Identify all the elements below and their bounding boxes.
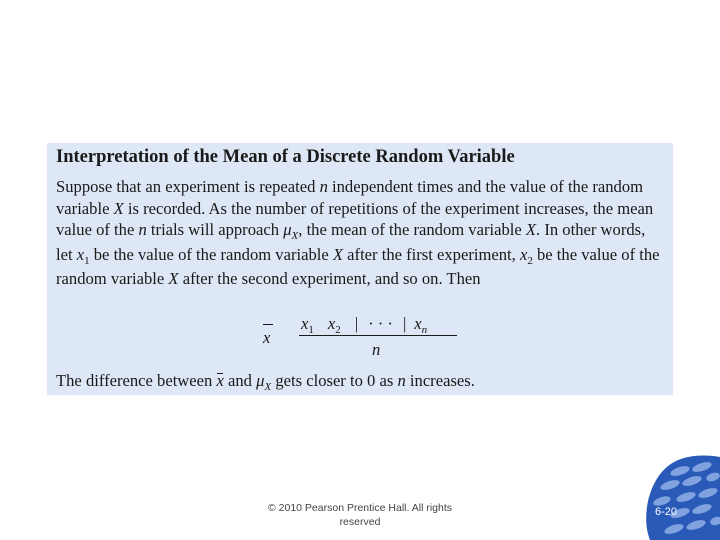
- formula-denominator: n: [372, 340, 381, 359]
- var-n: n: [319, 177, 328, 196]
- var-xbar: x: [216, 371, 224, 390]
- text-run: , the mean of the random variable: [298, 220, 526, 239]
- text-run: trials will approach: [146, 220, 284, 239]
- text-run: after the second experiment, and so on. Then: [178, 269, 481, 288]
- var-x-subscript: 2: [527, 254, 533, 267]
- var-x: x: [519, 244, 528, 264]
- conclusion-text: The difference between x and $\mu_X$ gets closer to 0 as n increases.: [56, 371, 475, 393]
- text-run: be the value of the random variable: [56, 244, 660, 288]
- text-run: independent times and the value of the random variable: [56, 177, 644, 218]
- var-X: X: [168, 269, 179, 288]
- text-run: after the first experiment,: [343, 244, 520, 264]
- var-X: X: [525, 220, 537, 239]
- var-mu: μ: [283, 220, 292, 239]
- box-title: Interpretation of the Mean of a Discrete Random Variable: [56, 147, 515, 167]
- var-X: X: [113, 198, 124, 218]
- var-x-subscript: 1: [84, 254, 90, 267]
- text-run: be the value of the random variable: [89, 244, 333, 264]
- copyright-footer: © 2010 Pearson Prentice Hall. All rights reserved: [268, 502, 452, 528]
- corner-decoration-icon: [636, 455, 720, 540]
- fraction-line: [299, 335, 457, 336]
- formula-numerator: $x_1$ $x_2$ | · · · | $x_n$: [301, 314, 428, 336]
- var-n: n: [138, 220, 147, 239]
- var-mu-subscript: X: [264, 381, 272, 393]
- var-mu-subscript: X: [291, 230, 299, 242]
- var-x: x: [76, 244, 85, 264]
- text-run: Suppose that an experiment is repeated: [56, 177, 320, 196]
- box-paragraph: [56, 176, 664, 290]
- var-n: n: [397, 371, 406, 390]
- mean-formula: [261, 314, 461, 361]
- text-run: . In other words, let: [56, 220, 646, 264]
- definition-box: [47, 143, 673, 395]
- var-X: X: [332, 244, 344, 264]
- formula-lhs: x: [263, 328, 270, 348]
- var-mu: μ: [256, 371, 265, 390]
- page-number: 6-20: [654, 506, 678, 518]
- text-run: is recorded. As the number of repetitions of the experiment increases, the mean value of the: [56, 198, 654, 239]
